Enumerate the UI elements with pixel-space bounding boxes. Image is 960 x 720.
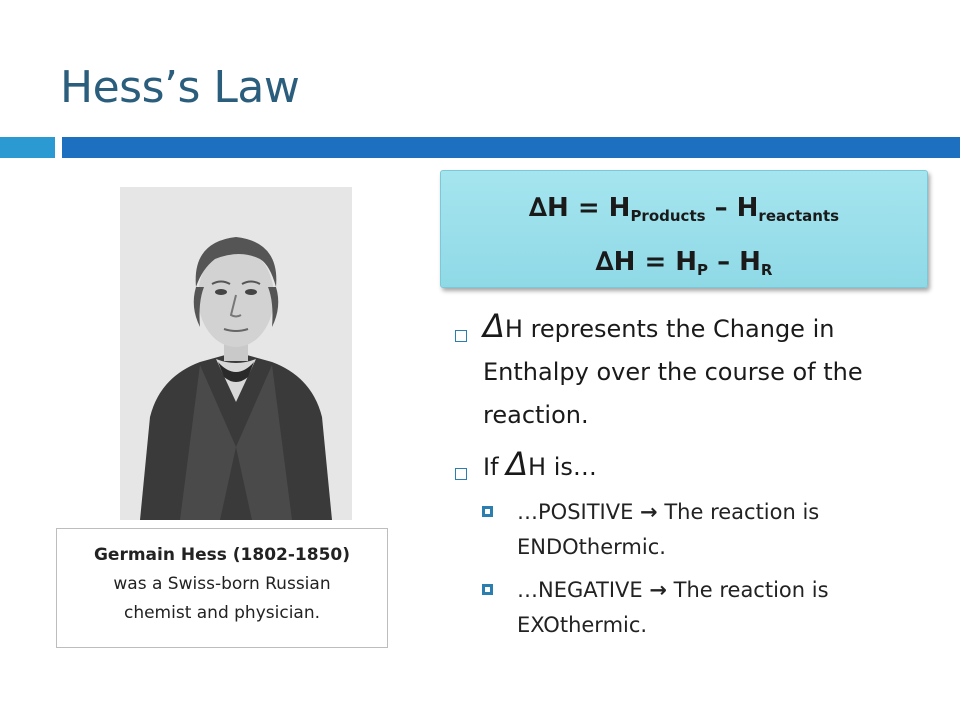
formula-line-full (441, 193, 927, 225)
bullet-2-prefix: If (483, 453, 507, 481)
portrait-illustration (120, 187, 352, 520)
formula-line1-prefix: ∆H = H (528, 193, 631, 223)
portrait-image (120, 187, 352, 520)
caption-line-2: was a Swiss-born Russian (113, 574, 331, 594)
sub-bullet-negative (482, 573, 935, 643)
formula-line1-mid: – H (705, 193, 759, 223)
delta-symbol: Δ (483, 307, 505, 345)
sub-bullet-1-left: …POSITIVE (517, 500, 641, 524)
title-accent-bar-right (62, 137, 960, 158)
square-bullet-icon (455, 468, 467, 480)
formula-line2-sub-p: P (697, 261, 709, 279)
formula-line1-sub-products: Products (630, 207, 706, 225)
formula-line2-prefix: ∆H = H (595, 247, 698, 277)
sub-bullet-positive (482, 495, 935, 565)
delta-symbol: Δ (506, 445, 529, 483)
formula-line2-sub-r: R (760, 261, 773, 279)
filled-square-bullet-icon (482, 506, 493, 517)
square-bullet-icon (455, 330, 467, 342)
portrait-caption (56, 528, 388, 648)
bullet-if-delta-h (455, 443, 935, 489)
bullet-delta-h-definition (455, 305, 935, 437)
bullet-1-text: H represents the Change in Enthalpy over the course of the reaction. (483, 315, 863, 429)
bullet-2-text: H is… (528, 453, 597, 481)
bullet-list (455, 305, 935, 651)
sub-bullet-2-right: The reaction is EXOthermic. (517, 578, 829, 637)
caption-line-3: chemist and physician. (123, 603, 321, 623)
arrow-right-icon: → (649, 578, 667, 602)
formula-line-short (441, 247, 927, 279)
sub-bullet-1-right: The reaction is ENDOthermic. (517, 500, 820, 559)
formula-line2-mid: – H (708, 247, 761, 277)
slide-title: Hess’s Law (60, 62, 300, 113)
title-accent-bar-left (0, 137, 55, 158)
enthalpy-formula-box (440, 170, 928, 288)
caption-line-1: Germain Hess (1802-1850) (93, 545, 351, 565)
formula-line1-sub-reactants: reactants (758, 207, 840, 225)
filled-square-bullet-icon (482, 584, 493, 595)
arrow-right-icon: → (640, 500, 658, 524)
sub-bullet-2-left: …NEGATIVE (517, 578, 650, 602)
